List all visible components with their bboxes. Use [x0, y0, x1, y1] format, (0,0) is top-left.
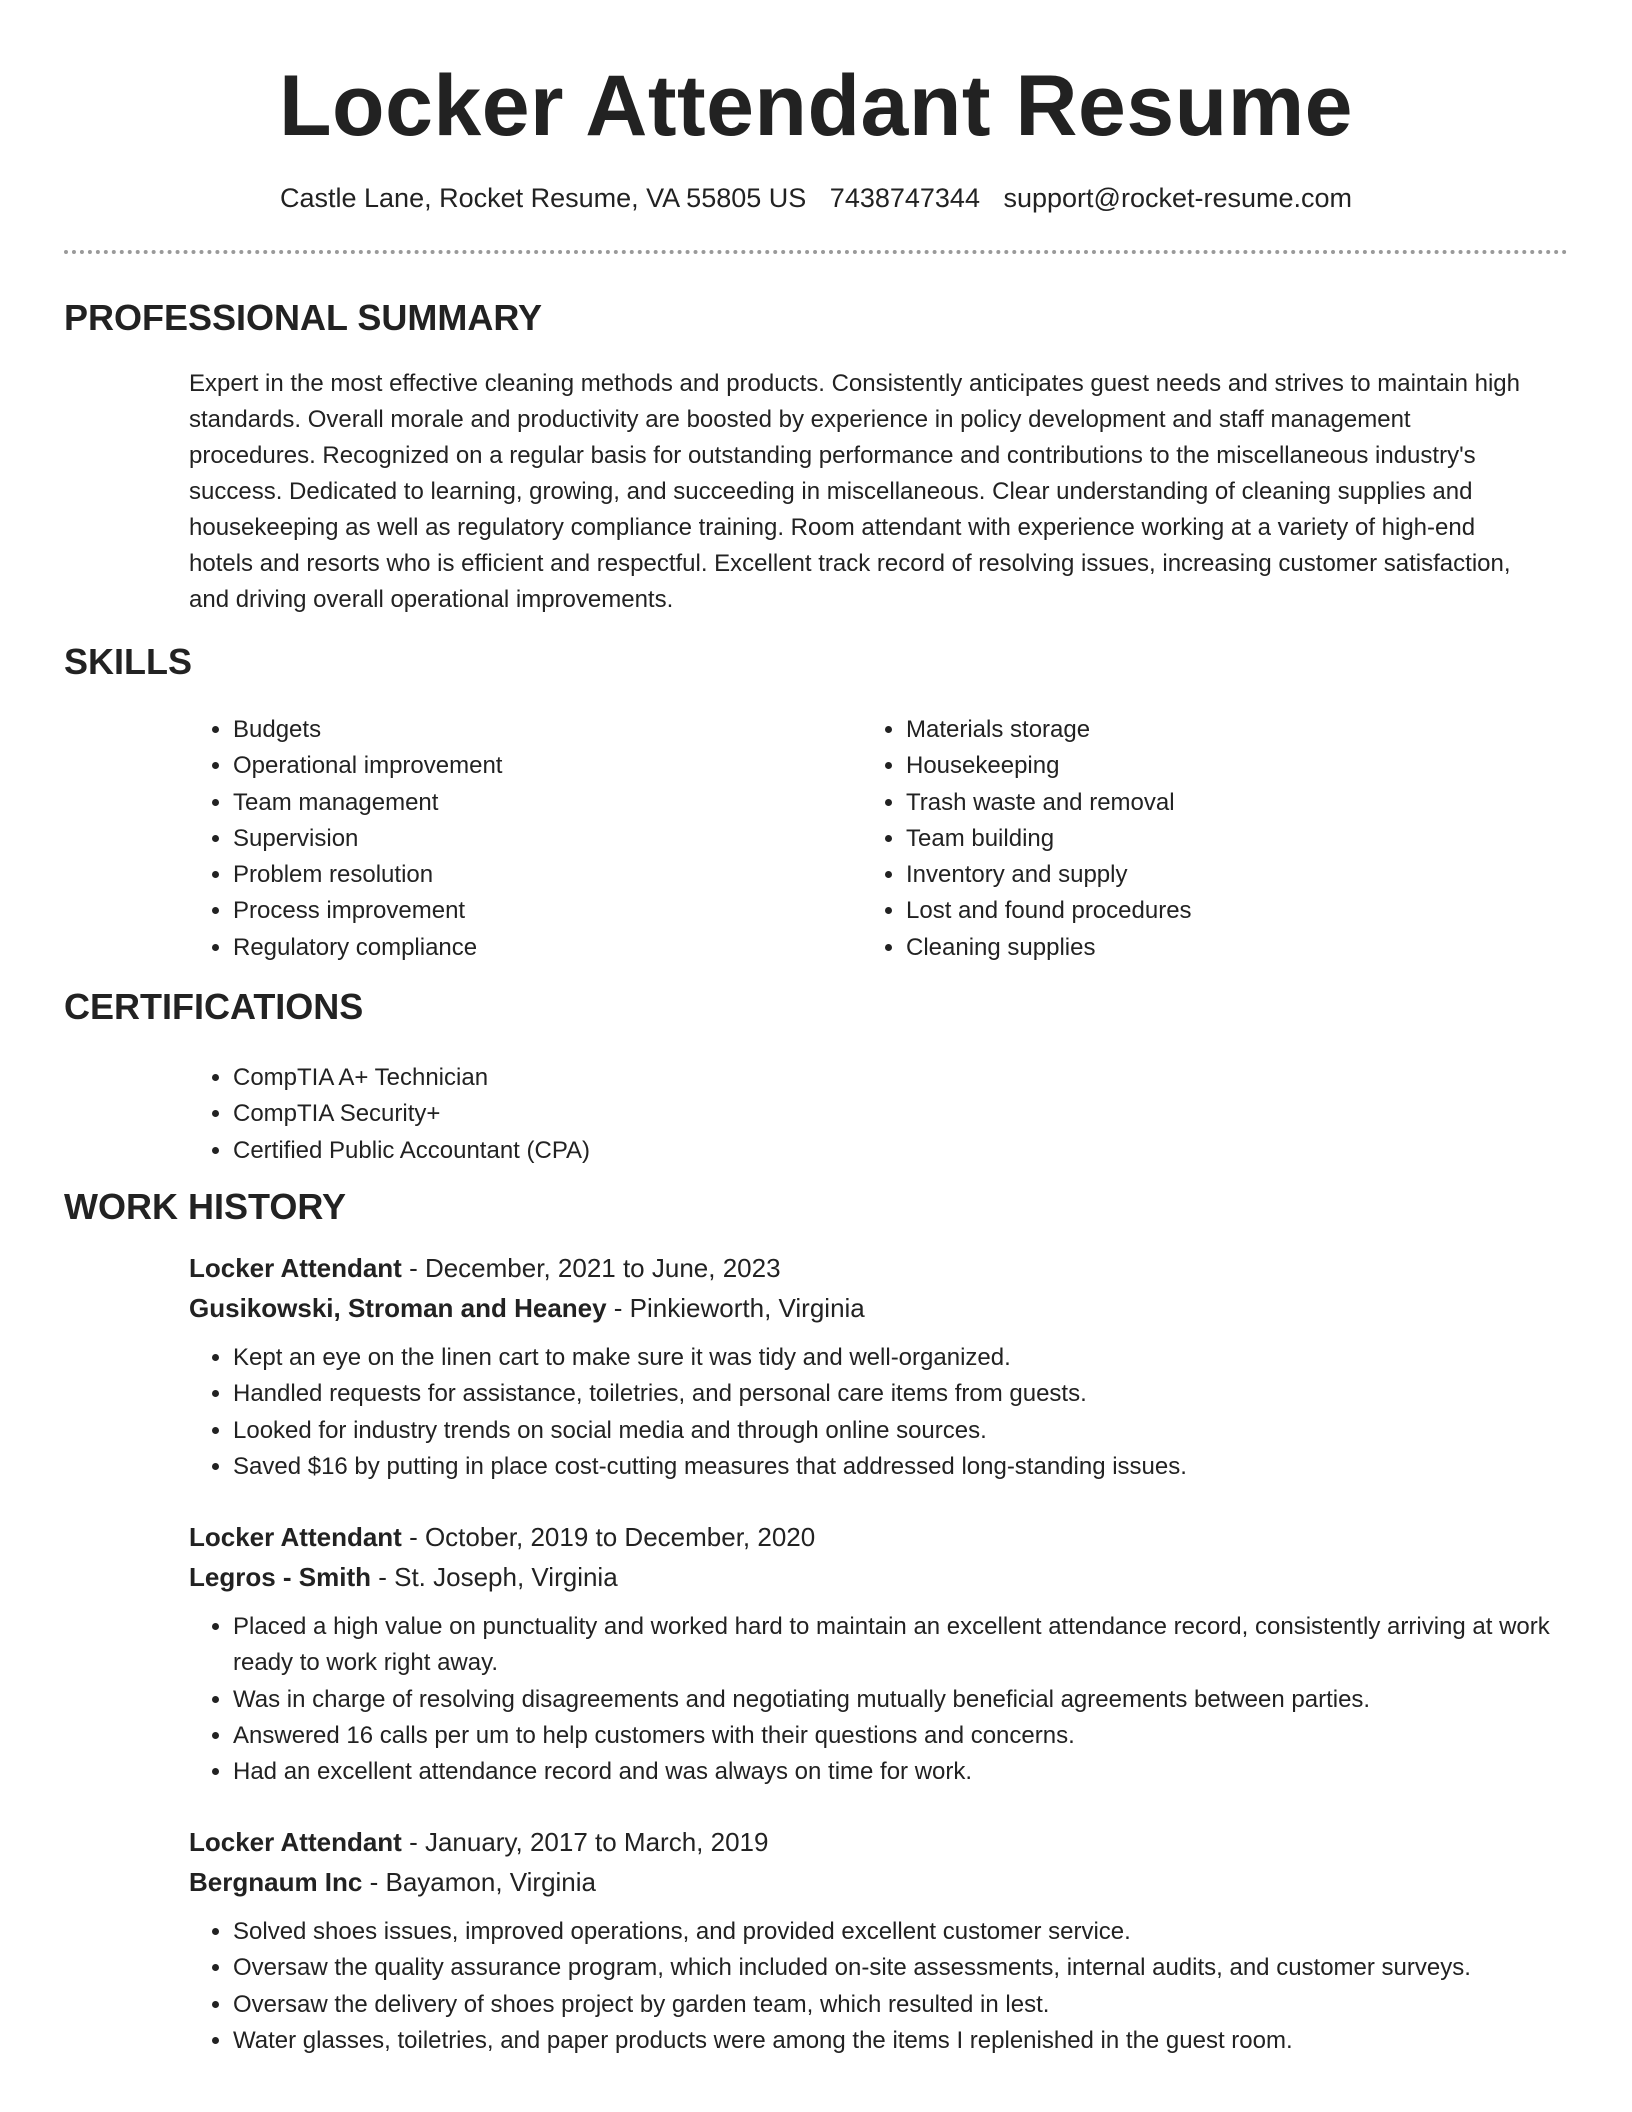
skills-list-left	[189, 712, 809, 966]
skill-item: • Inventory and supply	[906, 857, 1482, 893]
skill-item: • Problem resolution	[233, 857, 809, 893]
job-company: Gusikowski, Stroman and Heaney	[189, 1293, 607, 1323]
job-dates: - October, 2019 to December, 2020	[401, 1522, 816, 1552]
skill-item: • Operational improvement	[233, 748, 809, 784]
skill-item: • Housekeeping	[906, 748, 1482, 784]
job-title: Locker Attendant	[189, 1827, 402, 1857]
resume-title: Locker Attendant Resume	[279, 58, 1353, 154]
certifications-heading: CERTIFICATIONS	[64, 986, 364, 1027]
header-divider	[64, 250, 1568, 254]
skill-item: • Materials storage	[906, 712, 1482, 748]
certification-item: • Certified Public Accountant (CPA)	[233, 1133, 989, 1169]
summary-heading: PROFESSIONAL SUMMARY	[64, 297, 543, 338]
skill-item: • Supervision	[233, 821, 809, 857]
skill-item: • Budgets	[233, 712, 809, 748]
job-entry	[189, 1822, 1569, 2059]
job-company: Legros - Smith	[189, 1562, 372, 1592]
skill-item: • Team building	[906, 821, 1482, 857]
job-bullet: • Looked for industry trends on social media and through online sources.	[233, 1413, 1569, 1449]
skill-item: • Regulatory compliance	[233, 930, 809, 966]
skills-heading: SKILLS	[64, 641, 193, 682]
job-company-line	[189, 1557, 1569, 1597]
certification-item: • CompTIA A+ Technician	[233, 1060, 989, 1096]
job-title-line	[189, 1517, 1569, 1557]
job-bullet: • Water glasses, toiletries, and paper products were among the items I replenished in the guest room.	[233, 2023, 1569, 2059]
job-bullet: • Saved $16 by putting in place cost-cutting measures that addressed long-standing issues.	[233, 1449, 1569, 1485]
job-company-line	[189, 1862, 1569, 1902]
job-entry	[189, 1517, 1569, 1790]
contact-line	[0, 178, 1632, 218]
job-entry	[189, 1248, 1569, 1485]
contact-email: support@rocket-resume.com	[1003, 183, 1353, 213]
skill-item: • Trash waste and removal	[906, 785, 1482, 821]
job-bullet: • Oversaw the delivery of shoes project by garden team, which resulted in lest.	[233, 1987, 1569, 2023]
job-bullet: • Handled requests for assistance, toiletries, and personal care items from guests.	[233, 1376, 1569, 1412]
job-bullet: • Placed a high value on punctuality and worked hard to maintain an excellent attendance record, consistently arriving at work ready to work right away.	[233, 1609, 1569, 1682]
skill-item: • Process improvement	[233, 893, 809, 929]
job-location: - Pinkieworth, Virginia	[606, 1293, 865, 1323]
summary-text: Expert in the most effective cleaning methods and products. Consistently anticipates guest needs and strives to maintain high standards. Overall morale and productivity are boosted by experience in policy development and staff management procedures. Recognized on a regular basis for outstanding performance and contributions to the miscellaneous industry's success. Dedicated to learning, growing, and succeeding in miscellaneous. Clear understanding of cleaning supplies and housekeeping as well as regulatory compliance training. Room attendant with experience working at a variety of high-end hotels and resorts who is efficient and respectful. Excellent track record of resolving issues, increasing customer satisfaction, and driving overall operational improvements.	[189, 370, 1520, 613]
job-title-line	[189, 1248, 1569, 1288]
skill-item: • Lost and found procedures	[906, 893, 1482, 929]
work-history-heading: WORK HISTORY	[64, 1186, 347, 1227]
contact-phone: 7438747344	[829, 183, 980, 213]
certification-item: • CompTIA Security+	[233, 1096, 989, 1132]
job-dates: - December, 2021 to June, 2023	[401, 1253, 781, 1283]
job-company: Bergnaum Inc	[189, 1867, 363, 1897]
job-title: Locker Attendant	[189, 1522, 402, 1552]
job-title: Locker Attendant	[189, 1253, 402, 1283]
skills-list-right	[862, 712, 1482, 966]
job-bullet: • Had an excellent attendance record and was always on time for work.	[233, 1754, 1569, 1790]
certifications-list	[189, 1060, 989, 1169]
job-bullet: • Answered 16 calls per um to help customers with their questions and concerns.	[233, 1718, 1569, 1754]
job-bullet: • Was in charge of resolving disagreements and negotiating mutually beneficial agreements between parties.	[233, 1682, 1569, 1718]
job-company-line	[189, 1288, 1569, 1328]
skill-item: • Cleaning supplies	[906, 930, 1482, 966]
skill-item: • Team management	[233, 785, 809, 821]
job-location: - St. Joseph, Virginia	[371, 1562, 618, 1592]
job-location: - Bayamon, Virginia	[362, 1867, 597, 1897]
contact-address: Castle Lane, Rocket Resume, VA 55805 US	[279, 183, 807, 213]
job-bullet: • Solved shoes issues, improved operations, and provided excellent customer service.	[233, 1914, 1569, 1950]
job-bullet: • Kept an eye on the linen cart to make sure it was tidy and well-organized.	[233, 1340, 1569, 1376]
job-title-line	[189, 1822, 1569, 1862]
job-bullet: • Oversaw the quality assurance program, which included on-site assessments, internal audits, and customer surveys.	[233, 1950, 1569, 1986]
job-dates: - January, 2017 to March, 2019	[401, 1827, 769, 1857]
